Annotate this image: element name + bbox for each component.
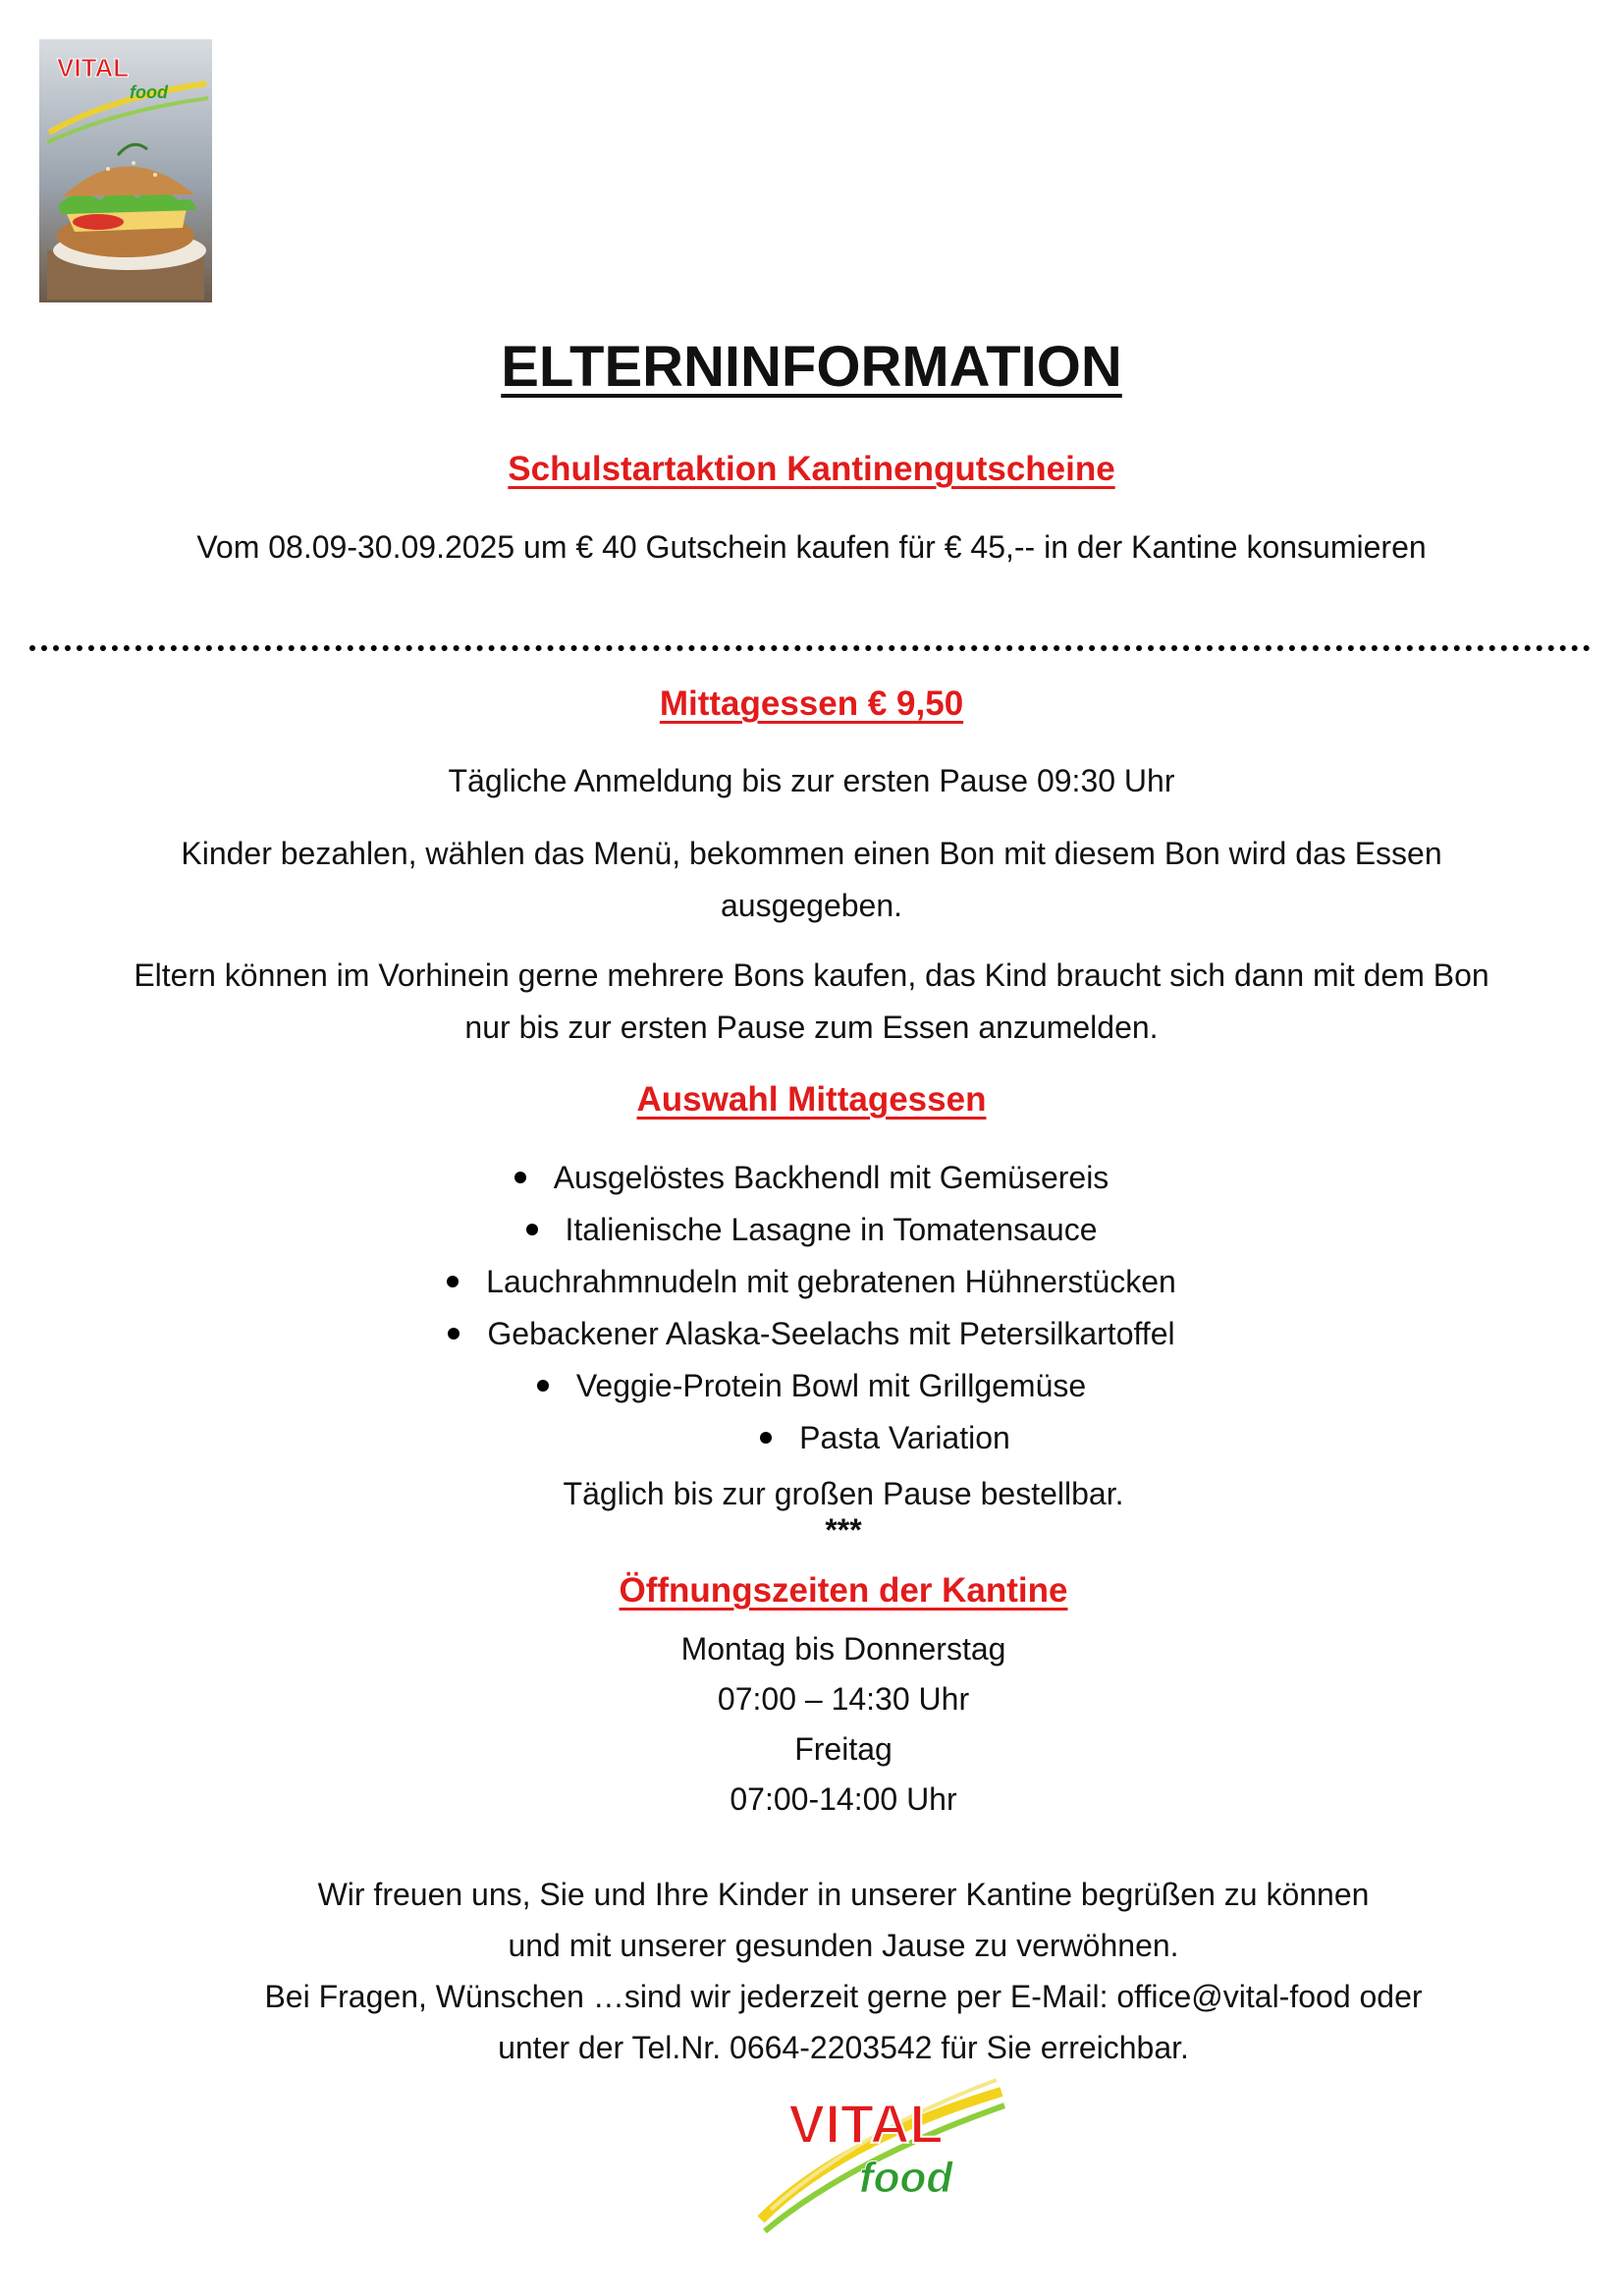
hours-days-1: Montag bis Donnerstag: [680, 1631, 1006, 1667]
hours-heading: Öffnungszeiten der Kantine: [619, 1571, 1068, 1610]
menu-list: [0, 1152, 1623, 1464]
page-title: ELTERNINFORMATION: [501, 335, 1122, 399]
sandwich-illustration: [39, 39, 212, 302]
hours-time-1: 07:00 – 14:30 Uhr: [717, 1681, 970, 1717]
menu-item: Gebackener Alaska-Seelachs mit Petersilkartoffel: [0, 1308, 1623, 1360]
logo-food-text: food: [130, 82, 168, 102]
hours-days-2: Freitag: [794, 1731, 893, 1767]
lunch-para1-line1: Kinder bezahlen, wählen das Menü, bekommen einen Bon mit diesem Bon wird das Essen: [181, 836, 1442, 871]
menu-item: Italienische Lasagne in Tomatensauce: [0, 1204, 1623, 1256]
logo-vital-text: VITAL: [788, 2093, 944, 2155]
closing-block: [0, 1869, 1623, 2073]
closing-line-3: Bei Fragen, Wünschen …sind wir jederzeit gerne per E-Mail: office@vital-food oder: [264, 1979, 1423, 2014]
menu-item: Pasta Variation: [0, 1412, 1623, 1464]
registration-text: Tägliche Anmeldung bis zur ersten Pause 09:30 Uhr: [448, 763, 1175, 798]
hours-block: [0, 1624, 1623, 1825]
menu-item: Ausgelöstes Backhendl mit Gemüsereis: [0, 1152, 1623, 1204]
promo-text: Vom 08.09-30.09.2025 um € 40 Gutschein kaufen für € 45,-- in der Kantine konsumieren: [196, 529, 1427, 565]
bullet-icon: [760, 1432, 772, 1444]
order-note: Täglich bis zur großen Pause bestellbar.: [563, 1476, 1124, 1511]
promo-heading: Schulstartaktion Kantinengutscheine: [508, 450, 1115, 488]
bullet-icon: [537, 1380, 549, 1392]
menu-item: Lauchrahmnudeln mit gebratenen Hühnerstücken: [0, 1256, 1623, 1308]
lunch-para1-line2: ausgegeben.: [720, 888, 903, 923]
lunch-para2-line2: nur bis zur ersten Pause zum Essen anzumelden.: [464, 1010, 1159, 1045]
separator-stars: ***: [825, 1512, 862, 1548]
menu-item: Veggie-Protein Bowl mit Grillgemüse: [0, 1360, 1623, 1412]
lunch-heading: Mittagessen € 9,50: [659, 684, 964, 723]
bullet-icon: [447, 1276, 459, 1287]
logo-food-text: food: [859, 2154, 953, 2202]
hero-flyer-image: [39, 39, 212, 302]
logo-vital-text: VITAL: [57, 53, 130, 82]
lunch-para2-line1: Eltern können im Vorhinein gerne mehrere Bons kaufen, das Kind braucht sich dann mit dem Bon: [134, 957, 1489, 993]
menu-heading: Auswahl Mittagessen: [636, 1080, 987, 1119]
dotted-divider: [29, 645, 1591, 651]
bullet-icon: [526, 1224, 538, 1235]
bullet-icon: [514, 1172, 526, 1183]
bullet-icon: [448, 1328, 460, 1339]
closing-line-4: unter der Tel.Nr. 0664-2203542 für Sie erreichbar.: [498, 2030, 1189, 2065]
hours-time-2: 07:00-14:00 Uhr: [730, 1781, 957, 1817]
closing-line-1: Wir freuen uns, Sie und Ihre Kinder in unserer Kantine begrüßen zu können: [317, 1877, 1370, 1912]
closing-line-2: und mit unserer gesunden Jause zu verwöhnen.: [508, 1928, 1179, 1963]
vital-food-logo: [751, 2072, 1016, 2239]
